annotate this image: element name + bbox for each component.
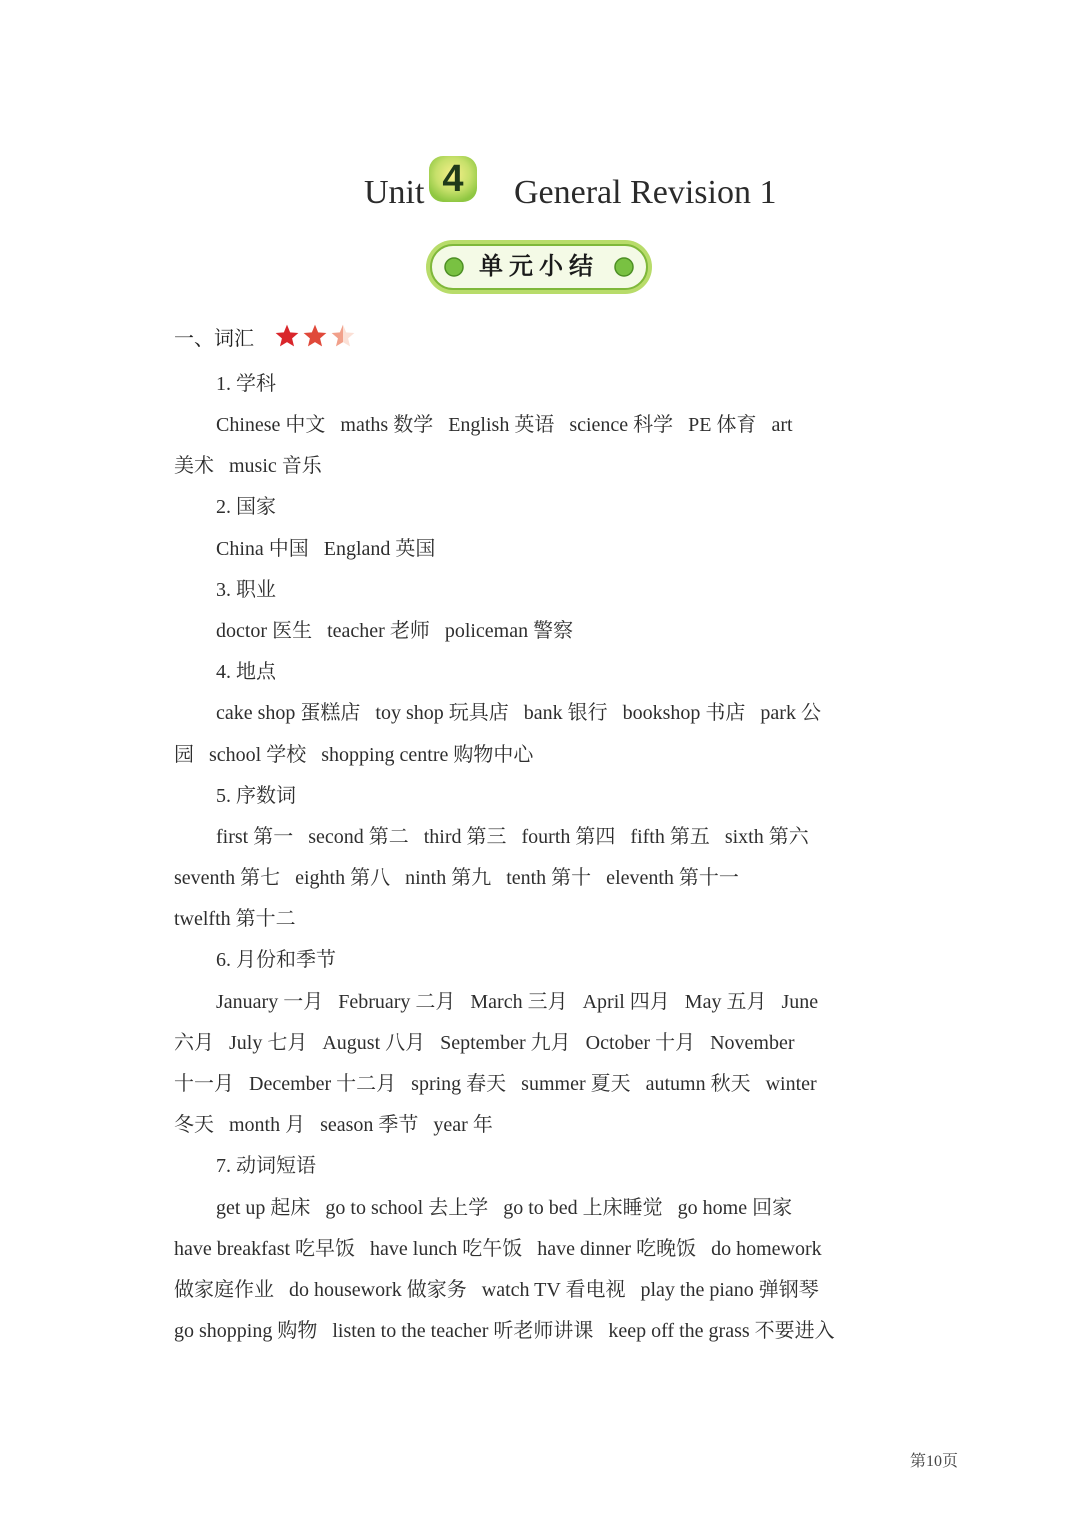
star-filled-icon xyxy=(302,323,328,349)
subheading-months-seasons: 6. 月份和季节 xyxy=(216,949,336,971)
subheading-ordinals: 5. 序数词 xyxy=(216,785,296,807)
vocab-line: cake shop 蛋糕店 toy shop 玩具店 bank 银行 bookshop 书店 park 公 xyxy=(216,702,821,724)
vocab-line: go shopping 购物 listen to the teacher 听老师讲课 keep off the grass 不要进入 xyxy=(174,1320,835,1342)
subheading-subjects: 1. 学科 xyxy=(216,373,276,395)
vocab-line: 六月 July 七月 August 八月 September 九月 October 十月 November xyxy=(174,1032,795,1054)
unit-number: 4 xyxy=(442,158,464,200)
vocab-line: China 中国 England 英国 xyxy=(216,538,436,560)
star-filled-icon xyxy=(274,323,300,349)
title-row xyxy=(0,150,1080,230)
vocab-line: 美术 music 音乐 xyxy=(174,455,322,477)
unit-number-badge xyxy=(427,154,479,204)
vocab-line: 十一月 December 十二月 spring 春天 summer 夏天 autumn 秋天 winter xyxy=(174,1073,817,1095)
vocab-line: doctor 医生 teacher 老师 policeman 警察 xyxy=(216,620,574,642)
vocab-line: get up 起床 go to school 去上学 go to bed 上床睡觉 go home 回家 xyxy=(216,1197,793,1219)
vocab-line: have breakfast 吃早饭 have lunch 吃午饭 have dinner 吃晚饭 do homework xyxy=(174,1238,822,1260)
vocab-line: 冬天 month 月 season 季节 year 年 xyxy=(174,1114,493,1136)
subheading-jobs: 3. 职业 xyxy=(216,579,276,601)
subheading-verb-phrases: 7. 动词短语 xyxy=(216,1155,316,1177)
vocab-line: Chinese 中文 maths 数学 English 英语 science 科学 PE 体育 art xyxy=(216,414,793,436)
star-half-icon xyxy=(330,323,356,349)
difficulty-stars xyxy=(274,323,356,349)
unit-summary-banner xyxy=(424,238,654,296)
vocab-line: 做家庭作业 do housework 做家务 watch TV 看电视 play the piano 弹钢琴 xyxy=(174,1279,819,1301)
section-label: 一、词汇 xyxy=(174,325,254,350)
vocab-line: 园 school 学校 shopping centre 购物中心 xyxy=(174,744,534,766)
unit-word: Unit xyxy=(364,174,425,211)
section-heading xyxy=(174,320,356,352)
vocab-line: seventh 第七 eighth 第八 ninth 第九 tenth 第十 eleventh 第十一 xyxy=(174,867,739,889)
page-title: General Revision 1 xyxy=(514,174,777,211)
vocab-line: first 第一 second 第二 third 第三 fourth 第四 fifth 第五 sixth 第六 xyxy=(216,826,809,848)
subheading-places: 4. 地点 xyxy=(216,661,276,683)
subheading-countries: 2. 国家 xyxy=(216,496,276,518)
vocab-line: twelfth 第十二 xyxy=(174,908,296,930)
vocab-line: January 一月 February 二月 March 三月 April 四月 May 五月 June xyxy=(216,991,819,1013)
page-number: 第10页 xyxy=(910,1453,959,1470)
banner-label: 单元小结 xyxy=(479,252,599,280)
